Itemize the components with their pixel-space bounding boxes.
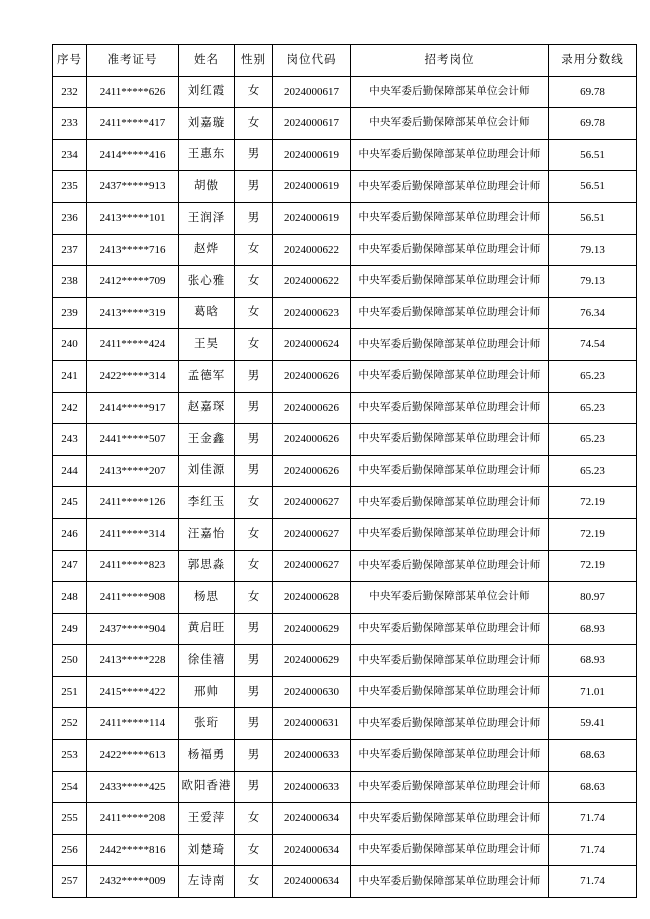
cell-post-code: 2024000626 [273,392,351,424]
cell-score: 71.74 [549,834,637,866]
cell-score: 65.23 [549,455,637,487]
cell-score: 68.63 [549,740,637,772]
cell-seq: 243 [53,424,87,456]
cell-score: 72.19 [549,487,637,519]
cell-score: 68.93 [549,613,637,645]
table-row [53,676,637,708]
cell-seq: 239 [53,297,87,329]
cell-seq: 236 [53,202,87,234]
cell-post-code: 2024000634 [273,803,351,835]
cell-post-code: 2024000624 [273,329,351,361]
cell-score: 72.19 [549,550,637,582]
cell-seq: 249 [53,613,87,645]
table-row [53,297,637,329]
cell-post-name: 中央军委后勤保障部某单位助理会计师 [351,676,549,708]
cell-gender: 男 [235,613,273,645]
cell-post-code: 2024000628 [273,582,351,614]
cell-name: 刘嘉璇 [179,108,235,140]
table-row [53,803,637,835]
cell-post-name: 中央军委后勤保障部某单位助理会计师 [351,803,549,835]
cell-gender: 女 [235,834,273,866]
cell-post-name: 中央军委后勤保障部某单位助理会计师 [351,487,549,519]
cell-gender: 女 [235,297,273,329]
cell-score: 68.63 [549,771,637,803]
column-header-gender: 性别 [235,45,273,77]
cell-score: 76.34 [549,297,637,329]
cell-seq: 234 [53,139,87,171]
column-header-admit-no: 准考证号 [87,45,179,77]
cell-post-name: 中央军委后勤保障部某单位助理会计师 [351,834,549,866]
cell-admit-no: 2412*****709 [87,266,179,298]
cell-post-name: 中央军委后勤保障部某单位助理会计师 [351,297,549,329]
cell-name: 王惠东 [179,139,235,171]
cell-score: 68.93 [549,645,637,677]
cell-admit-no: 2422*****613 [87,740,179,772]
cell-post-code: 2024000619 [273,202,351,234]
cell-seq: 233 [53,108,87,140]
cell-name: 王爱萍 [179,803,235,835]
cell-gender: 男 [235,645,273,677]
cell-post-code: 2024000617 [273,76,351,108]
cell-post-code: 2024000634 [273,866,351,898]
cell-score: 65.23 [549,424,637,456]
table-row [53,139,637,171]
cell-name: 张珩 [179,708,235,740]
cell-name: 胡傲 [179,171,235,203]
table-row [53,613,637,645]
cell-admit-no: 2432*****009 [87,866,179,898]
cell-gender: 男 [235,771,273,803]
cell-score: 74.54 [549,329,637,361]
table-row [53,266,637,298]
cell-post-code: 2024000631 [273,708,351,740]
table-row [53,360,637,392]
cell-gender: 女 [235,266,273,298]
cell-name: 赵嘉琛 [179,392,235,424]
cell-score: 80.97 [549,582,637,614]
column-header-score-line: 录用分数线 [549,45,637,77]
cell-name: 王昊 [179,329,235,361]
cell-post-code: 2024000623 [273,297,351,329]
cell-gender: 男 [235,424,273,456]
cell-post-name: 中央军委后勤保障部某单位助理会计师 [351,866,549,898]
cell-name: 杨思 [179,582,235,614]
cell-admit-no: 2411*****126 [87,487,179,519]
cell-seq: 242 [53,392,87,424]
table-row [53,866,637,898]
cell-gender: 女 [235,550,273,582]
cell-gender: 男 [235,455,273,487]
cell-name: 邢帅 [179,676,235,708]
column-header-post-code: 岗位代码 [273,45,351,77]
cell-post-code: 2024000627 [273,550,351,582]
cell-name: 左诗南 [179,866,235,898]
cell-seq: 248 [53,582,87,614]
cell-seq: 252 [53,708,87,740]
cell-post-code: 2024000617 [273,108,351,140]
cell-score: 59.41 [549,708,637,740]
cell-post-name: 中央军委后勤保障部某单位助理会计师 [351,613,549,645]
recruitment-results-table [52,44,637,898]
cell-post-name: 中央军委后勤保障部某单位助理会计师 [351,645,549,677]
table-row [53,76,637,108]
cell-admit-no: 2414*****416 [87,139,179,171]
cell-score: 56.51 [549,202,637,234]
cell-admit-no: 2415*****422 [87,676,179,708]
cell-name: 刘红霞 [179,76,235,108]
cell-gender: 男 [235,171,273,203]
cell-admit-no: 2411*****424 [87,329,179,361]
cell-score: 71.74 [549,866,637,898]
cell-seq: 238 [53,266,87,298]
cell-seq: 237 [53,234,87,266]
cell-post-code: 2024000622 [273,234,351,266]
cell-gender: 女 [235,108,273,140]
cell-name: 刘佳源 [179,455,235,487]
table-row [53,234,637,266]
cell-score: 69.78 [549,76,637,108]
cell-name: 郭思淼 [179,550,235,582]
cell-name: 李红玉 [179,487,235,519]
cell-post-name: 中央军委后勤保障部某单位助理会计师 [351,771,549,803]
cell-admit-no: 2414*****917 [87,392,179,424]
cell-post-name: 中央军委后勤保障部某单位会计师 [351,76,549,108]
cell-post-name: 中央军委后勤保障部某单位助理会计师 [351,392,549,424]
table-row [53,202,637,234]
cell-post-code: 2024000627 [273,518,351,550]
cell-name: 汪嘉怡 [179,518,235,550]
cell-gender: 男 [235,708,273,740]
cell-post-name: 中央军委后勤保障部某单位助理会计师 [351,424,549,456]
cell-name: 葛晗 [179,297,235,329]
cell-gender: 女 [235,518,273,550]
cell-post-code: 2024000630 [273,676,351,708]
cell-admit-no: 2411*****908 [87,582,179,614]
cell-name: 孟德军 [179,360,235,392]
cell-admit-no: 2437*****904 [87,613,179,645]
cell-admit-no: 2413*****716 [87,234,179,266]
table-row [53,771,637,803]
cell-post-name: 中央军委后勤保障部某单位助理会计师 [351,202,549,234]
cell-post-name: 中央军委后勤保障部某单位助理会计师 [351,360,549,392]
cell-admit-no: 2437*****913 [87,171,179,203]
cell-seq: 257 [53,866,87,898]
cell-post-name: 中央军委后勤保障部某单位助理会计师 [351,455,549,487]
cell-admit-no: 2411*****314 [87,518,179,550]
cell-gender: 女 [235,582,273,614]
cell-gender: 女 [235,803,273,835]
cell-admit-no: 2442*****816 [87,834,179,866]
cell-seq: 244 [53,455,87,487]
cell-post-code: 2024000626 [273,455,351,487]
cell-post-name: 中央军委后勤保障部某单位助理会计师 [351,139,549,171]
table-row [53,108,637,140]
cell-admit-no: 2441*****507 [87,424,179,456]
cell-name: 刘楚琦 [179,834,235,866]
table-body [53,76,637,897]
cell-admit-no: 2411*****417 [87,108,179,140]
cell-seq: 251 [53,676,87,708]
table-row [53,834,637,866]
cell-score: 79.13 [549,234,637,266]
cell-post-name: 中央军委后勤保障部某单位助理会计师 [351,329,549,361]
cell-seq: 245 [53,487,87,519]
cell-post-code: 2024000633 [273,740,351,772]
cell-admit-no: 2413*****319 [87,297,179,329]
cell-seq: 246 [53,518,87,550]
table-header-row [53,45,637,77]
cell-name: 杨福勇 [179,740,235,772]
cell-seq: 241 [53,360,87,392]
cell-name: 黄启旺 [179,613,235,645]
cell-seq: 247 [53,550,87,582]
cell-admit-no: 2413*****228 [87,645,179,677]
cell-post-name: 中央军委后勤保障部某单位会计师 [351,108,549,140]
table-row [53,740,637,772]
cell-post-name: 中央军委后勤保障部某单位助理会计师 [351,740,549,772]
cell-post-name: 中央军委后勤保障部某单位助理会计师 [351,234,549,266]
cell-name: 欧阳香港 [179,771,235,803]
cell-admit-no: 2411*****626 [87,76,179,108]
cell-seq: 253 [53,740,87,772]
cell-score: 56.51 [549,171,637,203]
cell-post-code: 2024000622 [273,266,351,298]
cell-gender: 男 [235,202,273,234]
column-header-seq: 序号 [53,45,87,77]
cell-name: 王润泽 [179,202,235,234]
column-header-post-name: 招考岗位 [351,45,549,77]
cell-gender: 男 [235,740,273,772]
cell-post-code: 2024000629 [273,645,351,677]
table-row [53,329,637,361]
table-row [53,171,637,203]
cell-gender: 男 [235,360,273,392]
cell-gender: 女 [235,234,273,266]
table-row [53,455,637,487]
cell-post-code: 2024000627 [273,487,351,519]
cell-score: 71.74 [549,803,637,835]
cell-gender: 女 [235,76,273,108]
cell-gender: 女 [235,329,273,361]
cell-gender: 女 [235,487,273,519]
cell-score: 69.78 [549,108,637,140]
cell-seq: 256 [53,834,87,866]
cell-seq: 250 [53,645,87,677]
cell-score: 56.51 [549,139,637,171]
cell-score: 65.23 [549,360,637,392]
cell-post-name: 中央军委后勤保障部某单位助理会计师 [351,708,549,740]
cell-gender: 女 [235,866,273,898]
cell-admit-no: 2411*****208 [87,803,179,835]
table-row [53,392,637,424]
cell-post-name: 中央军委后勤保障部某单位助理会计师 [351,550,549,582]
table-row [53,582,637,614]
cell-score: 72.19 [549,518,637,550]
cell-seq: 255 [53,803,87,835]
cell-admit-no: 2411*****823 [87,550,179,582]
cell-post-code: 2024000619 [273,139,351,171]
cell-score: 71.01 [549,676,637,708]
cell-score: 65.23 [549,392,637,424]
cell-post-code: 2024000619 [273,171,351,203]
cell-gender: 男 [235,676,273,708]
table-row [53,424,637,456]
cell-post-code: 2024000633 [273,771,351,803]
cell-gender: 男 [235,139,273,171]
cell-admit-no: 2413*****207 [87,455,179,487]
cell-seq: 240 [53,329,87,361]
cell-post-code: 2024000634 [273,834,351,866]
table-row [53,518,637,550]
cell-admit-no: 2413*****101 [87,202,179,234]
cell-seq: 235 [53,171,87,203]
cell-gender: 男 [235,392,273,424]
cell-post-code: 2024000626 [273,424,351,456]
cell-admit-no: 2433*****425 [87,771,179,803]
table-header [53,45,637,77]
cell-name: 张心雅 [179,266,235,298]
cell-name: 徐佳禧 [179,645,235,677]
table-row [53,487,637,519]
table-row [53,550,637,582]
cell-seq: 232 [53,76,87,108]
table-row [53,645,637,677]
cell-name: 王金鑫 [179,424,235,456]
table-row [53,708,637,740]
column-header-name: 姓名 [179,45,235,77]
cell-post-name: 中央军委后勤保障部某单位助理会计师 [351,266,549,298]
cell-name: 赵烨 [179,234,235,266]
cell-seq: 254 [53,771,87,803]
cell-post-code: 2024000626 [273,360,351,392]
cell-post-name: 中央军委后勤保障部某单位会计师 [351,582,549,614]
cell-post-name: 中央军委后勤保障部某单位助理会计师 [351,171,549,203]
cell-admit-no: 2411*****114 [87,708,179,740]
cell-score: 79.13 [549,266,637,298]
cell-post-name: 中央军委后勤保障部某单位助理会计师 [351,518,549,550]
cell-post-code: 2024000629 [273,613,351,645]
cell-admit-no: 2422*****314 [87,360,179,392]
